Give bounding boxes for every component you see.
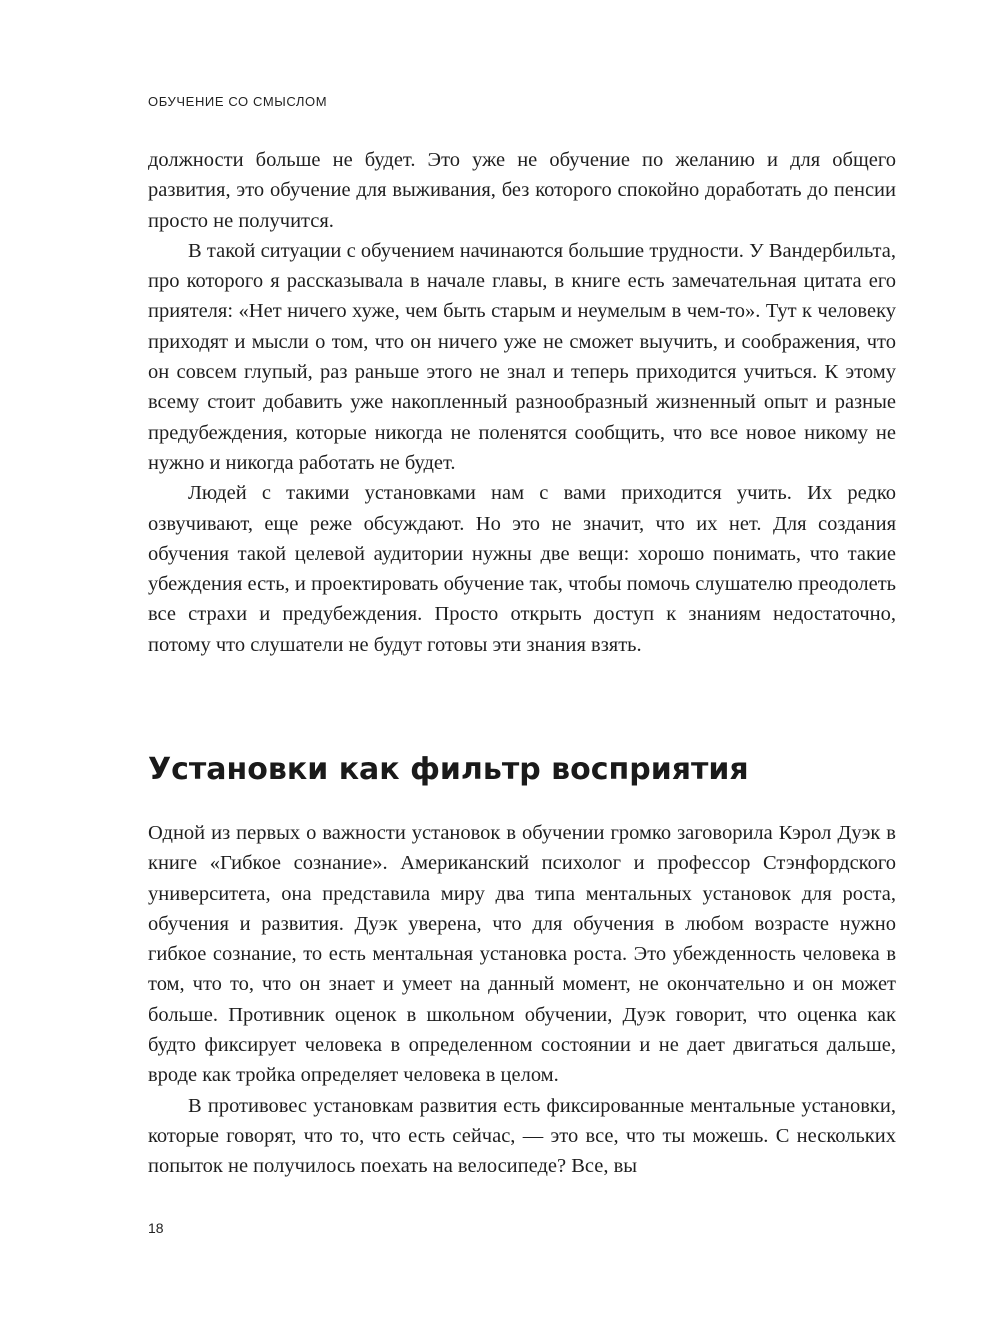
body-text-bottom <box>148 818 896 1182</box>
paragraph: В такой ситуации с обучением начинаются большие трудности. У Вандербильта, про которого я рассказывала в начале главы, в книге есть замечательная цитата его приятеля: «Нет ничего хуже, чем быть старым и неумелым в чем-то». Тут к человеку приходят и мысли о том, что он ничего уже не сможет выучить, и соображения, что он совсем глупый, раз раньше этого не знал и теперь приходится учиться. К этому всему стоит добавить уже накопленный разнообразный жизненный опыт и разные предубеждения, которые никогда не поленятся сообщить, что все новое никому не нужно и никогда работать не будет. <box>148 239 896 474</box>
paragraph: должности больше не будет. Это уже не обучение по желанию и для общего развития, это обучение для выживания, без которого спокойно доработать до пенсии просто не получится. <box>148 149 896 232</box>
body-text-top <box>148 145 896 660</box>
section-heading: Установки как фильтр восприятия <box>148 752 749 787</box>
paragraph: В противовес установкам развития есть фиксированные ментальные установки, которые говорят, что то, что есть сейчас, — это все, что ты можешь. С нескольких попыток не получилось поехать на велосипеде? Все, вы <box>148 1094 896 1178</box>
page-number: 18 <box>148 1220 164 1236</box>
running-header: ОБУЧЕНИЕ СО СМЫСЛОМ <box>148 94 328 109</box>
paragraph: Одной из первых о важности установок в обучении громко заговорила Кэрол Дуэк в книге «Гибкое сознание». Американский психолог и профессор Стэнфордского университета, она представила миру два типа ментальных установок для роста, обучения и развития. Дуэк уверена, что для обучения в любом возрасте нужно гибкое сознание, то есть ментальная установка роста. Это убежденность человека в том, что то, что он знает и умеет на данный момент, не окончательно и он может больше. Противник оценок в школьном обучении, Дуэк говорит, что оценка как будто фиксирует человека в определенном состоянии и не дает двигаться дальше, вроде как тройка определяет человека в целом. <box>148 822 896 1087</box>
paragraph: Людей с такими установками нам с вами приходится учить. Их редко озвучивают, еще реже обсуждают. Но это не значит, что их нет. Для создания обучения такой целевой аудитории нужны две вещи: хорошо понимать, что такие убеждения есть, и проектировать обучение так, чтобы помочь слушателю преодолеть все страхи и предубеждения. Просто открыть доступ к знаниям недостаточно, потому что слушатели не будут готовы эти знания взять. <box>148 482 896 656</box>
